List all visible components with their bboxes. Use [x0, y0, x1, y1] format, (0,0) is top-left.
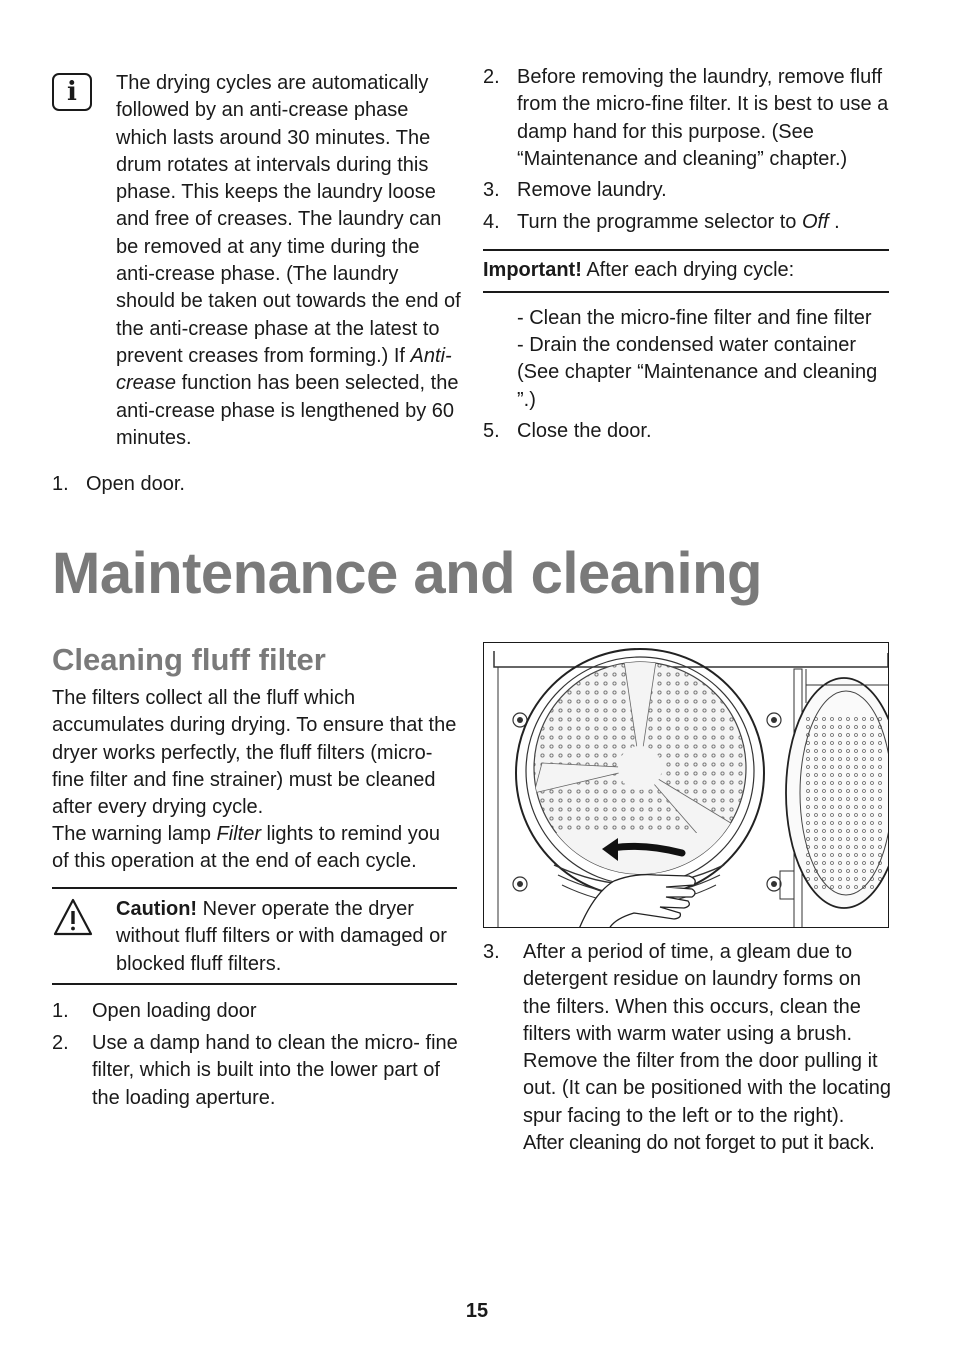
list-item: 3. After a period of time, a gleam due to detergent residue on laundry forms on the filters. When this occurs, clean the filters with warm water using a brush. Remove the filter from the door pulling it out. (It can be positioned with the locating spur facing to the left or to the right). After cleaning do not forget to put it back. — [483, 941, 892, 1155]
divider — [52, 983, 457, 985]
list-item: 4. Turn the programme selector to Off . — [483, 211, 840, 233]
divider — [483, 249, 889, 251]
body-paragraph: The warning lamp Filter lights to remind you of this operation at the end of each cycle. — [52, 823, 440, 873]
caution-note: Caution! Never operate the dryer without fluff filters or with damaged or blocked fluff filters. — [116, 898, 447, 975]
section-title: Maintenance and cleaning — [52, 541, 762, 606]
divider — [52, 887, 457, 889]
important-note: Important! After each drying cycle: — [483, 259, 795, 281]
body-paragraph: The filters collect all the fluff which accumulates during drying. To ensure that the dryer works perfectly, the fluff filters (micro-fine filter and fine strainer) must be cleaned after every drying cycle. — [52, 687, 457, 819]
warning-triangle-icon — [52, 897, 94, 937]
list-item: 3. Remove laundry. — [483, 179, 667, 201]
anti-crease-note: The drying cycles are automatically followed by an anti-crease phase which lasts around 30 minutes. The drum rotates at intervals during this phase. This keeps the laundry loose and free of creases. The laundry can be removed at any time during the anti-crease phase. (The laundry should be taken out towards the end of the anti-crease phase at the latest to prevent creases from forming.) If Anti-crease function has been selected, the anti-crease phase is lengthened by 60 minutes. — [116, 72, 461, 449]
important-line: - Clean the micro-fine filter and fine filter — [517, 307, 872, 329]
list-item: 1. Open door. — [52, 473, 185, 495]
list-item: 2. Use a damp hand to clean the micro- fine filter, which is built into the lower part of the loading aperture. — [52, 1032, 458, 1109]
divider — [483, 291, 889, 293]
info-icon: i — [52, 73, 92, 111]
list-item: 1. Open loading door — [52, 1000, 257, 1022]
page-number: 15 — [465, 1300, 489, 1322]
important-line: - Drain the condensed water container (See chapter “Maintenance and cleaning ”.) — [517, 334, 878, 411]
list-item: 5. Close the door. — [483, 420, 652, 442]
dryer-drum-illustration — [483, 642, 889, 928]
subsection-title: Cleaning fluff filter — [52, 642, 326, 677]
list-item: 2. Before removing the laundry, remove fluff from the micro-fine filter. It is best to use a damp hand for this purpose. (See “Maintenance and cleaning” chapter.) — [483, 66, 889, 170]
